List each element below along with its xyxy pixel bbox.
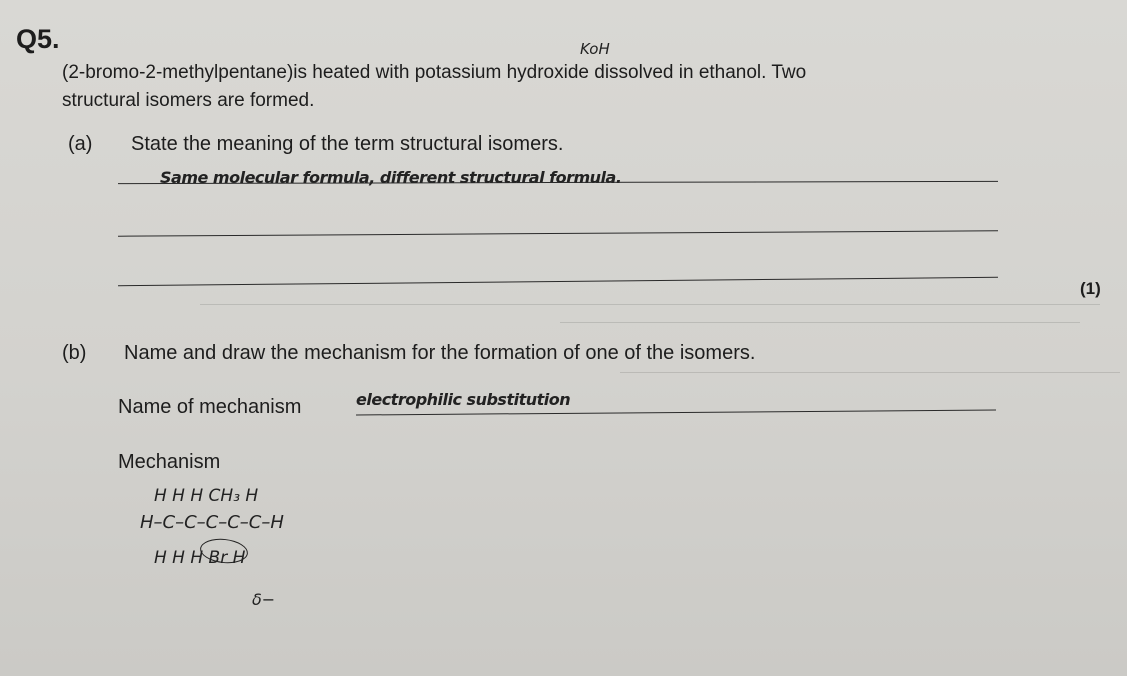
handwritten-koh-note: KoH <box>580 40 610 58</box>
part-a-prompt <box>131 133 563 156</box>
part-b-label: (b) <box>62 342 87 364</box>
part-b-prompt: Name and draw the mechanism for the formation of one of the isomers. <box>124 342 756 364</box>
mechanism-name-handwritten-answer: electrophilic substitution <box>356 390 571 409</box>
question-stem-line-1: (2-bromo-2-methylpentane)is heated with potassium hydroxide dissolved in ethanol. Two <box>62 62 807 83</box>
part-a-label: (a) <box>68 133 93 155</box>
part-a-marks: (1) <box>1080 279 1101 298</box>
part-a-handwritten-answer: Same molecular formula, different structural formula. <box>160 168 622 187</box>
sketch-row-bottom: H H H Br H <box>154 548 246 568</box>
mechanism-name-label: Name of mechanism <box>118 396 302 418</box>
sketch-row-top: H H H CH₃ H <box>154 486 259 506</box>
mechanism-name-answer-line <box>356 409 996 415</box>
part-a-prompt-text: State the meaning of the term structural isomers. <box>131 133 564 155</box>
mechanism-label: Mechanism <box>118 451 221 473</box>
answer-line-2 <box>118 230 998 236</box>
faint-show-through-line <box>560 322 1080 323</box>
faint-show-through-line <box>200 304 1100 305</box>
answer-line-3 <box>118 277 998 286</box>
question-number: Q5. <box>16 24 60 54</box>
question-stem-line-2: structural isomers are formed. <box>62 90 315 111</box>
faint-show-through-line <box>620 372 1120 373</box>
sketch-partial-charge: δ− <box>252 590 276 609</box>
sketch-row-chain: H–C–C–C–C–C–H <box>140 512 284 533</box>
